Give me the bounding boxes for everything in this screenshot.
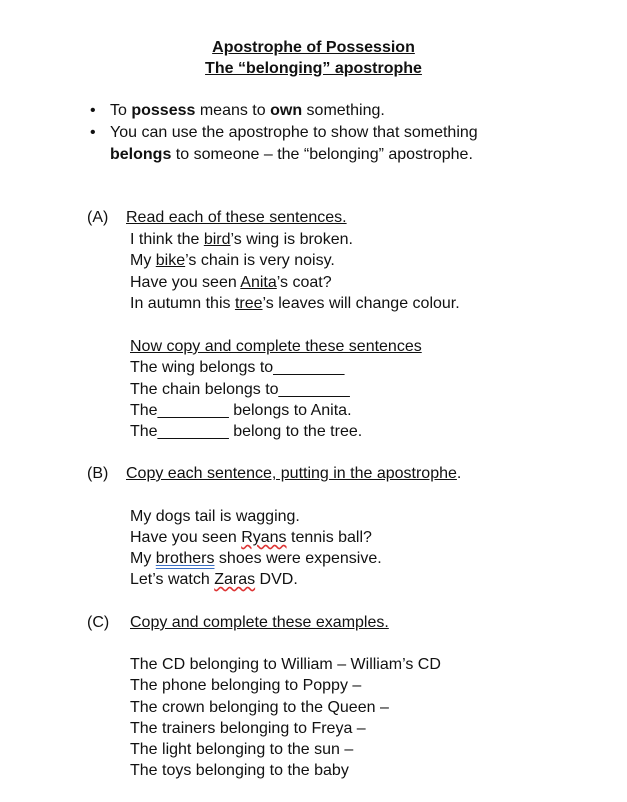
sentence-a2: My bike’s chain is very noisy. [130,252,335,269]
worksheet-subtitle: The “belonging” apostrophe [205,60,422,77]
complete-a1: The wing belongs to________ [130,359,345,376]
sentence-b4: Let’s watch Zaras DVD. [130,571,298,588]
worksheet-title: Apostrophe of Possession [212,39,415,56]
sentence-a4: In autumn this tree’s leaves will change colour. [130,295,460,312]
section-a-label: (A) [87,209,109,226]
example-c3: The crown belonging to the Queen – [130,699,389,716]
section-a-subheading: Now copy and complete these sentences [130,338,422,355]
example-c1: The CD belonging to William – William’s CD [130,656,441,673]
section-a-heading: Read each of these sentences. [126,209,347,226]
sentence-a1: I think the bird’s wing is broken. [130,231,353,248]
complete-a2: The chain belongs to________ [130,381,350,398]
bullet-dot-icon: • [90,124,96,141]
sentence-b2: Have you seen Ryans tennis ball? [130,529,372,546]
example-c4: The trainers belonging to Freya – [130,720,366,737]
sentence-a3: Have you seen Anita’s coat? [130,274,332,291]
section-c-label: (C) [87,614,110,631]
section-b-heading: Copy each sentence, putting in the apostrophe. [126,465,462,482]
section-c-heading: Copy and complete these examples. [130,614,389,631]
section-b-label: (B) [87,465,109,482]
sentence-b3: My brothers shoes were expensive. [130,550,382,567]
example-c2: The phone belonging to Poppy – [130,677,362,694]
bullet-dot-icon: • [90,102,96,119]
complete-a3: The________ belongs to Anita. [130,402,352,419]
example-c6: The toys belonging to the baby [130,762,349,779]
example-c5: The light belonging to the sun – [130,741,354,758]
sentence-b1: My dogs tail is wagging. [130,508,300,525]
complete-a4: The________ belong to the tree. [130,423,363,440]
worksheet-page: Apostrophe of Possession The “belonging” apostrophe • To possess means to own something. • You can use the apostrophe to show that something belongs to someone – the “belonging” apostrophe. (A) Read each of these sentences. I think the bird’s wing is broken. My bike’s chain is very noisy. Have you seen Anita’s coat? In autumn this tree’s leaves will change colour. Now copy and complete these sentences The wing belongs to________ The chain belongs to________ The________ belongs to Anita. The________ belong to the tree. (B) Copy each sentence, putting in the apostrophe. My dogs tail is wagging. Have you seen Ryans tennis ball? My brothers shoes were expensive. Let’s watch Zaras DVD. (C) Copy and complete these examples. The CD belonging to William – William’s CD The phone belonging to Poppy – The crown belonging to the Queen – The trainers belonging to Freya – The light belonging to the sun – The toys belonging to the baby [0,0,627,802]
